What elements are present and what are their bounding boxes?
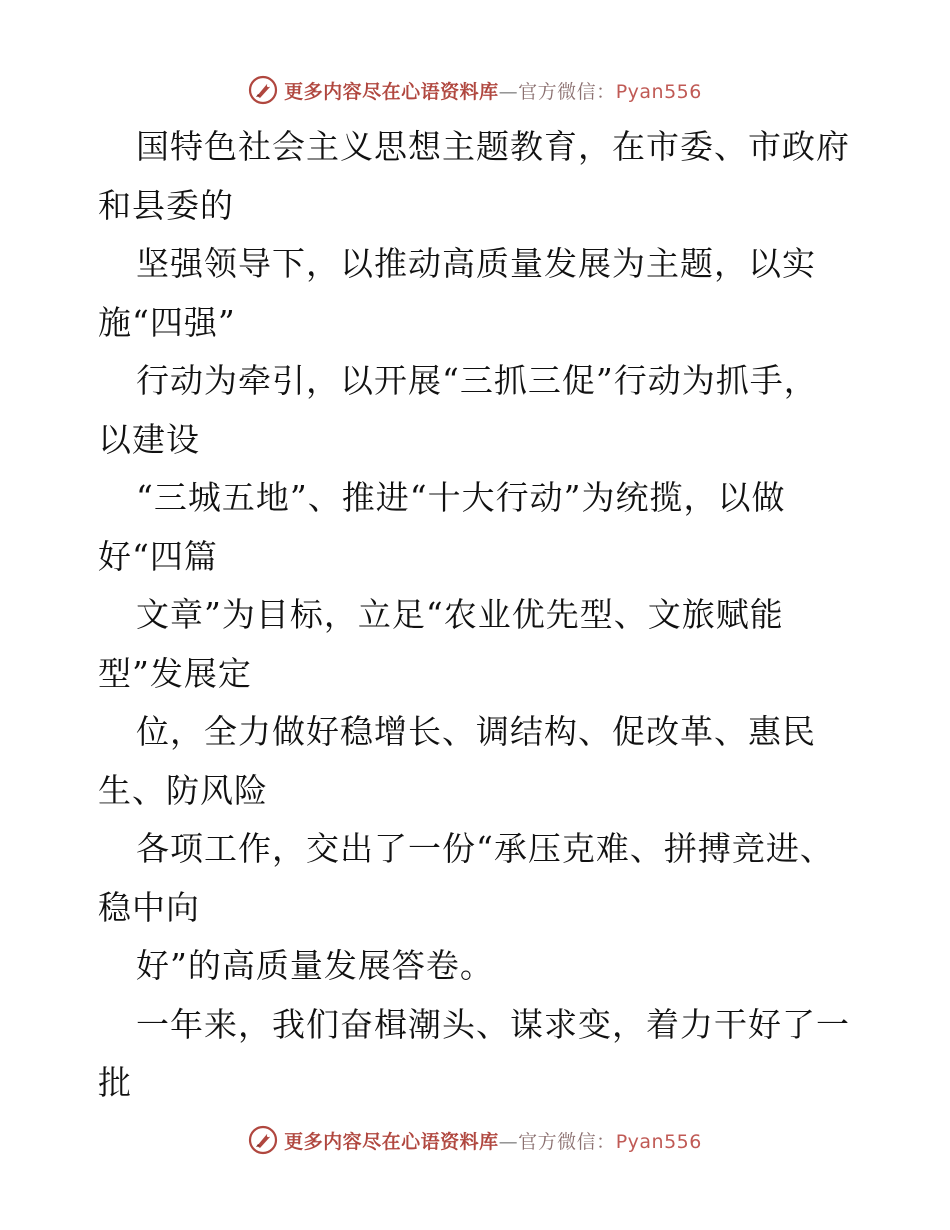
text-line: 行动为牵引，以开展“三抓三促”行动为抓手， [136,361,818,400]
text-line: 施“四强” [98,302,236,342]
text-line: 位，全力做好稳增长、调结构、促改革、惠民 [136,712,816,751]
text-line: 以建设 [98,419,200,459]
text-line: 文章”为目标，立足“农业优先型、文旅赋能 [136,595,784,634]
text-line: 各项工作，交出了一份“承压克难、拼搏竞进、 [136,829,834,868]
text-line: 型”发展定 [98,653,252,693]
text-line: 坚强领导下，以推动高质量发展为主题，以实 [136,244,816,283]
watermark-brand: 更多内容尽在心语资料库 [284,80,499,103]
text-line: 好“四篇 [98,536,218,576]
text-line: 国特色社会主义思想主题教育，在市委、市政府 [136,127,850,166]
watermark-header [0,70,950,110]
watermark-text [284,77,702,104]
watermark-separator: — [498,80,519,103]
watermark-wechat-id: Pyan556 [615,1130,702,1153]
watermark-footer [0,1120,950,1160]
pen-nib-logo-icon [248,1125,278,1155]
text-line: 稳中向 [98,887,200,927]
watermark-brand: 更多内容尽在心语资料库 [284,1130,499,1153]
watermark-wechat-label: 官方微信： [518,1130,616,1153]
text-line: 好”的高质量发展答卷。 [136,946,494,985]
text-line: 生、防风险 [98,770,268,810]
watermark-wechat-id: Pyan556 [615,80,702,103]
watermark-separator: — [498,1130,519,1153]
text-line: “三城五地”、推进“十大行动”为统揽，以做 [136,478,786,517]
text-line: 和县委的 [98,185,234,225]
pen-nib-logo-icon [248,75,278,105]
watermark-wechat-label: 官方微信： [518,80,616,103]
text-line: 批 [98,1063,132,1102]
text-line: 一年来，我们奋楫潮头、谋求变，着力干好了一 [136,1004,850,1044]
watermark-text [284,1127,702,1154]
document-body [98,118,858,1113]
